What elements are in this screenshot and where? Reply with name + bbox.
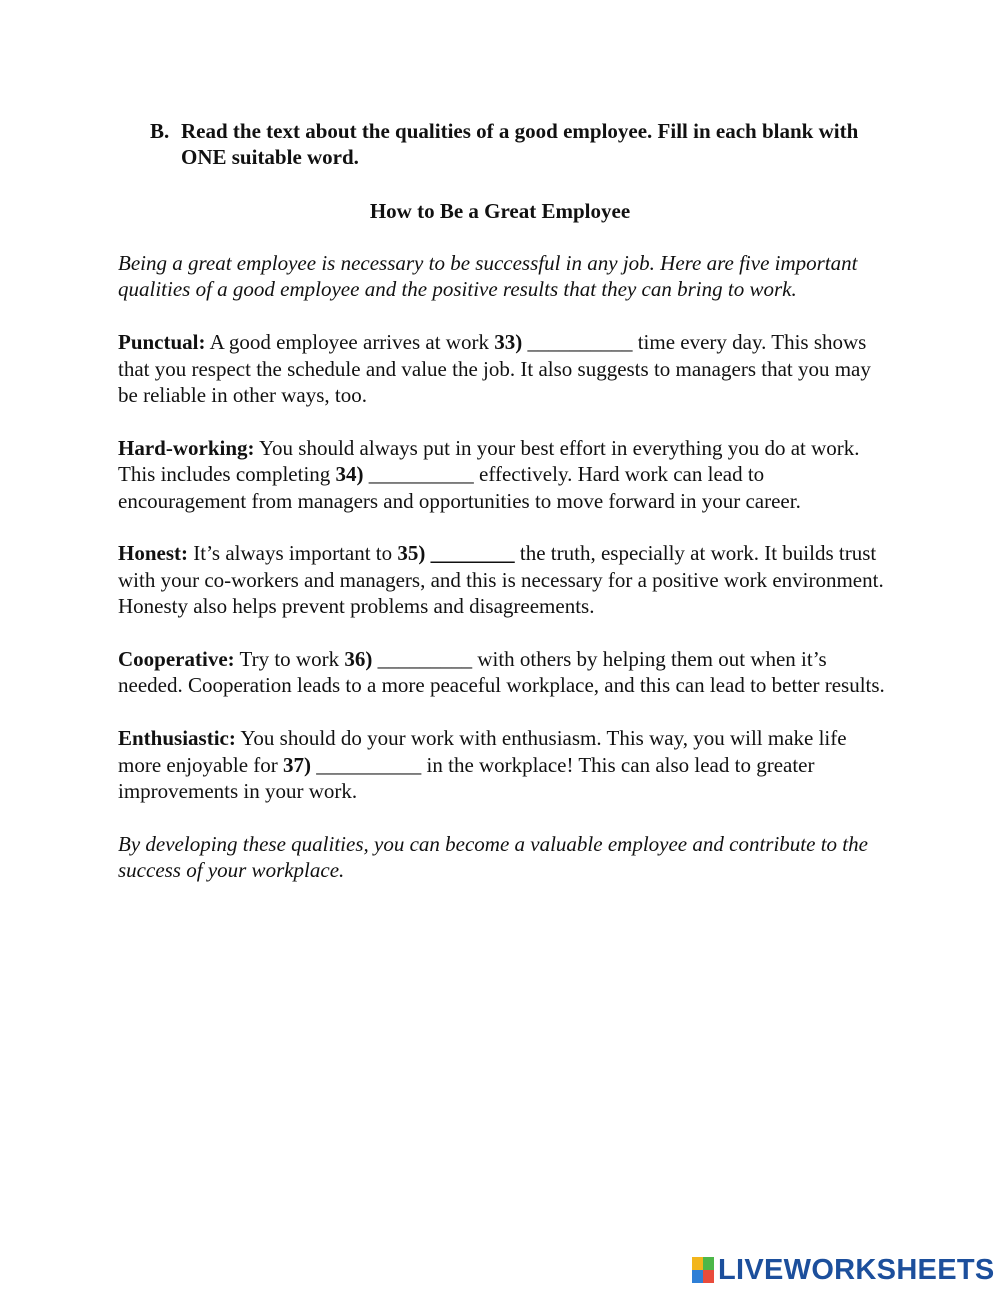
quality-label: Honest: <box>118 541 188 566</box>
quality-text-before: A good employee arrives at work <box>205 330 495 355</box>
intro-paragraph: Being a great employee is necessary to be successful in any job. Here are five important qualities of a good employee and the positive results that they can bring to work. <box>118 251 858 302</box>
quality-text-before: Try to work <box>234 647 345 672</box>
quality-label: Cooperative: <box>118 647 235 672</box>
logo-block <box>703 1270 714 1283</box>
logo-block <box>692 1270 703 1283</box>
quality-paragraph-hard-working <box>118 435 886 514</box>
quality-text-after: effectively. Hard work can lead to encouragement from managers and opportunities to move forward in your career. <box>118 462 801 513</box>
logo-block <box>703 1257 714 1270</box>
quality-paragraph-enthusiastic <box>118 725 886 804</box>
quality-label: Enthusiastic: <box>118 726 236 751</box>
quality-text-after: time every day. This shows that you respect the schedule and value the job. It also suggests to managers that you may be reliable in other ways, too. <box>118 330 871 408</box>
quality-paragraph-punctual <box>118 329 886 408</box>
passage <box>118 250 886 910</box>
question-number: 34) <box>335 462 364 487</box>
question-number: 33) <box>494 330 523 355</box>
instruction-text: Read the text about the qualities of a good employee. Fill in each blank with ONE suitable word. <box>181 119 859 169</box>
answer-blank-35[interactable]: ________ <box>425 541 515 566</box>
quality-text-after: with others by helping them out when it’s needed. Cooperation leads to a more peaceful workplace, and this can lead to better results. <box>118 647 885 698</box>
quality-label: Punctual: <box>118 330 206 355</box>
question-number: 35) <box>397 541 426 566</box>
logo-blocks-icon <box>692 1257 714 1283</box>
liveworksheets-logo <box>692 1255 995 1285</box>
quality-label: Hard-working: <box>118 435 255 460</box>
answer-blank-33[interactable]: __________ <box>522 330 633 355</box>
logo-text: LIVEWORKSHEETS <box>718 1254 995 1286</box>
quality-paragraph-cooperative <box>118 646 886 699</box>
question-number: 36) <box>344 647 373 672</box>
logo-block <box>692 1257 703 1270</box>
answer-blank-36[interactable]: _________ <box>372 647 473 672</box>
quality-paragraph-honest <box>118 540 886 619</box>
page-title: How to Be a Great Employee <box>369 199 631 223</box>
quality-text-before: You should always put in your best effort in everything you do at work. This includes completing <box>118 435 860 487</box>
answer-blank-34[interactable]: __________ <box>363 462 474 487</box>
quality-text-after: the truth, especially at work. It builds trust with your co-workers and managers, and this is necessary for a positive work environment. Honesty also helps prevent problems and disagreements. <box>118 541 884 619</box>
question-number: 37) <box>283 752 312 777</box>
quality-text-after: in the workplace! This can also lead to greater improvements in your work. <box>118 752 815 804</box>
quality-text-before: It’s always important to <box>188 541 398 566</box>
outro-paragraph: By developing these qualities, you can become a valuable employee and contribute to the success of your workplace. <box>118 831 868 883</box>
instruction-letter: B. <box>150 119 170 143</box>
answer-blank-37[interactable]: __________ <box>311 752 422 777</box>
quality-text-before: You should do your work with enthusiasm. This way, you will make life more enjoyable for <box>118 726 847 777</box>
instruction <box>150 118 890 170</box>
